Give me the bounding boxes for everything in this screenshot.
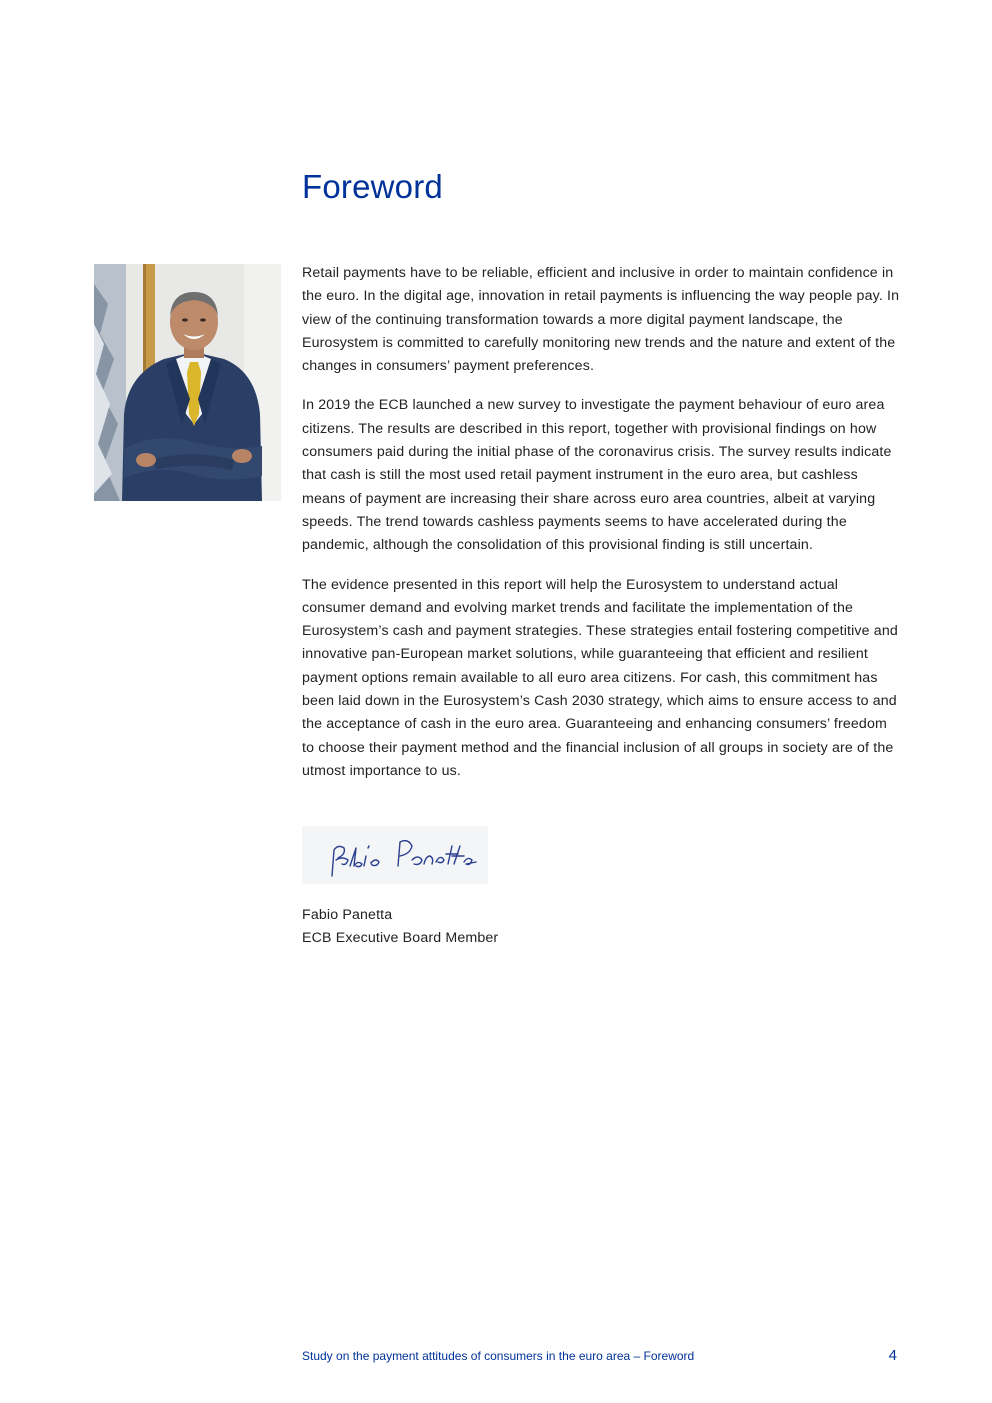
page-number: 4 xyxy=(888,1347,897,1364)
footer-document-title: Study on the payment attitudes of consumers in the euro area – Foreword xyxy=(302,1349,695,1363)
signatory-name: Fabio Panetta xyxy=(302,907,393,923)
author-portrait xyxy=(94,264,281,501)
handwritten-signature xyxy=(302,826,488,884)
paragraph: The evidence presented in this report will help the Eurosystem to understand actual consumer demand and evolving market trends and facilitate the implementation of the Eurosystem’s cash and payment strategies. These strategies entail fostering competitive and innovative pan-European market solutions, while guaranteeing that efficient and resilient payment options remain available to all euro area citizens. For cash, this commitment has been laid down in the Eurosystem’s Cash 2030 strategy, which aims to ensure access to and the acceptance of cash in the euro area. Guaranteeing and enhancing consumers’ freedom to choose their payment method and the financial inclusion of all groups in society are of the utmost importance to us. xyxy=(302,576,898,779)
signatory-block xyxy=(302,904,498,951)
signatory-role: ECB Executive Board Member xyxy=(302,930,499,947)
paragraph: In 2019 the ECB launched a new survey to investigate the payment behaviour of euro area citizens. The results are described in this report, together with provisional findings on how consumers paid during the initial phase of the coronavirus crisis. The survey results indicate that cash is still the most used retail payment instrument in the euro area, but cashless means of payment are increasing their share across euro area countries, albeit at varying speeds. The trend towards cashless payments seems to have accelerated during the pandemic, although the consolidation of this provisional finding is still uncertain. xyxy=(302,397,892,554)
paragraph: Retail payments have to be reliable, efficient and inclusive in order to maintain confidence in the euro. In the digital age, innovation in retail payments is influencing the way people pay. In view of the continuing transformation towards a more digital payment landscape, the Eurosystem is committed to carefully monitoring new trends and the nature and extent of the changes in consumers’ payment preferences. xyxy=(302,265,900,375)
page-title: Foreword xyxy=(302,168,443,205)
foreword-body xyxy=(302,262,902,799)
